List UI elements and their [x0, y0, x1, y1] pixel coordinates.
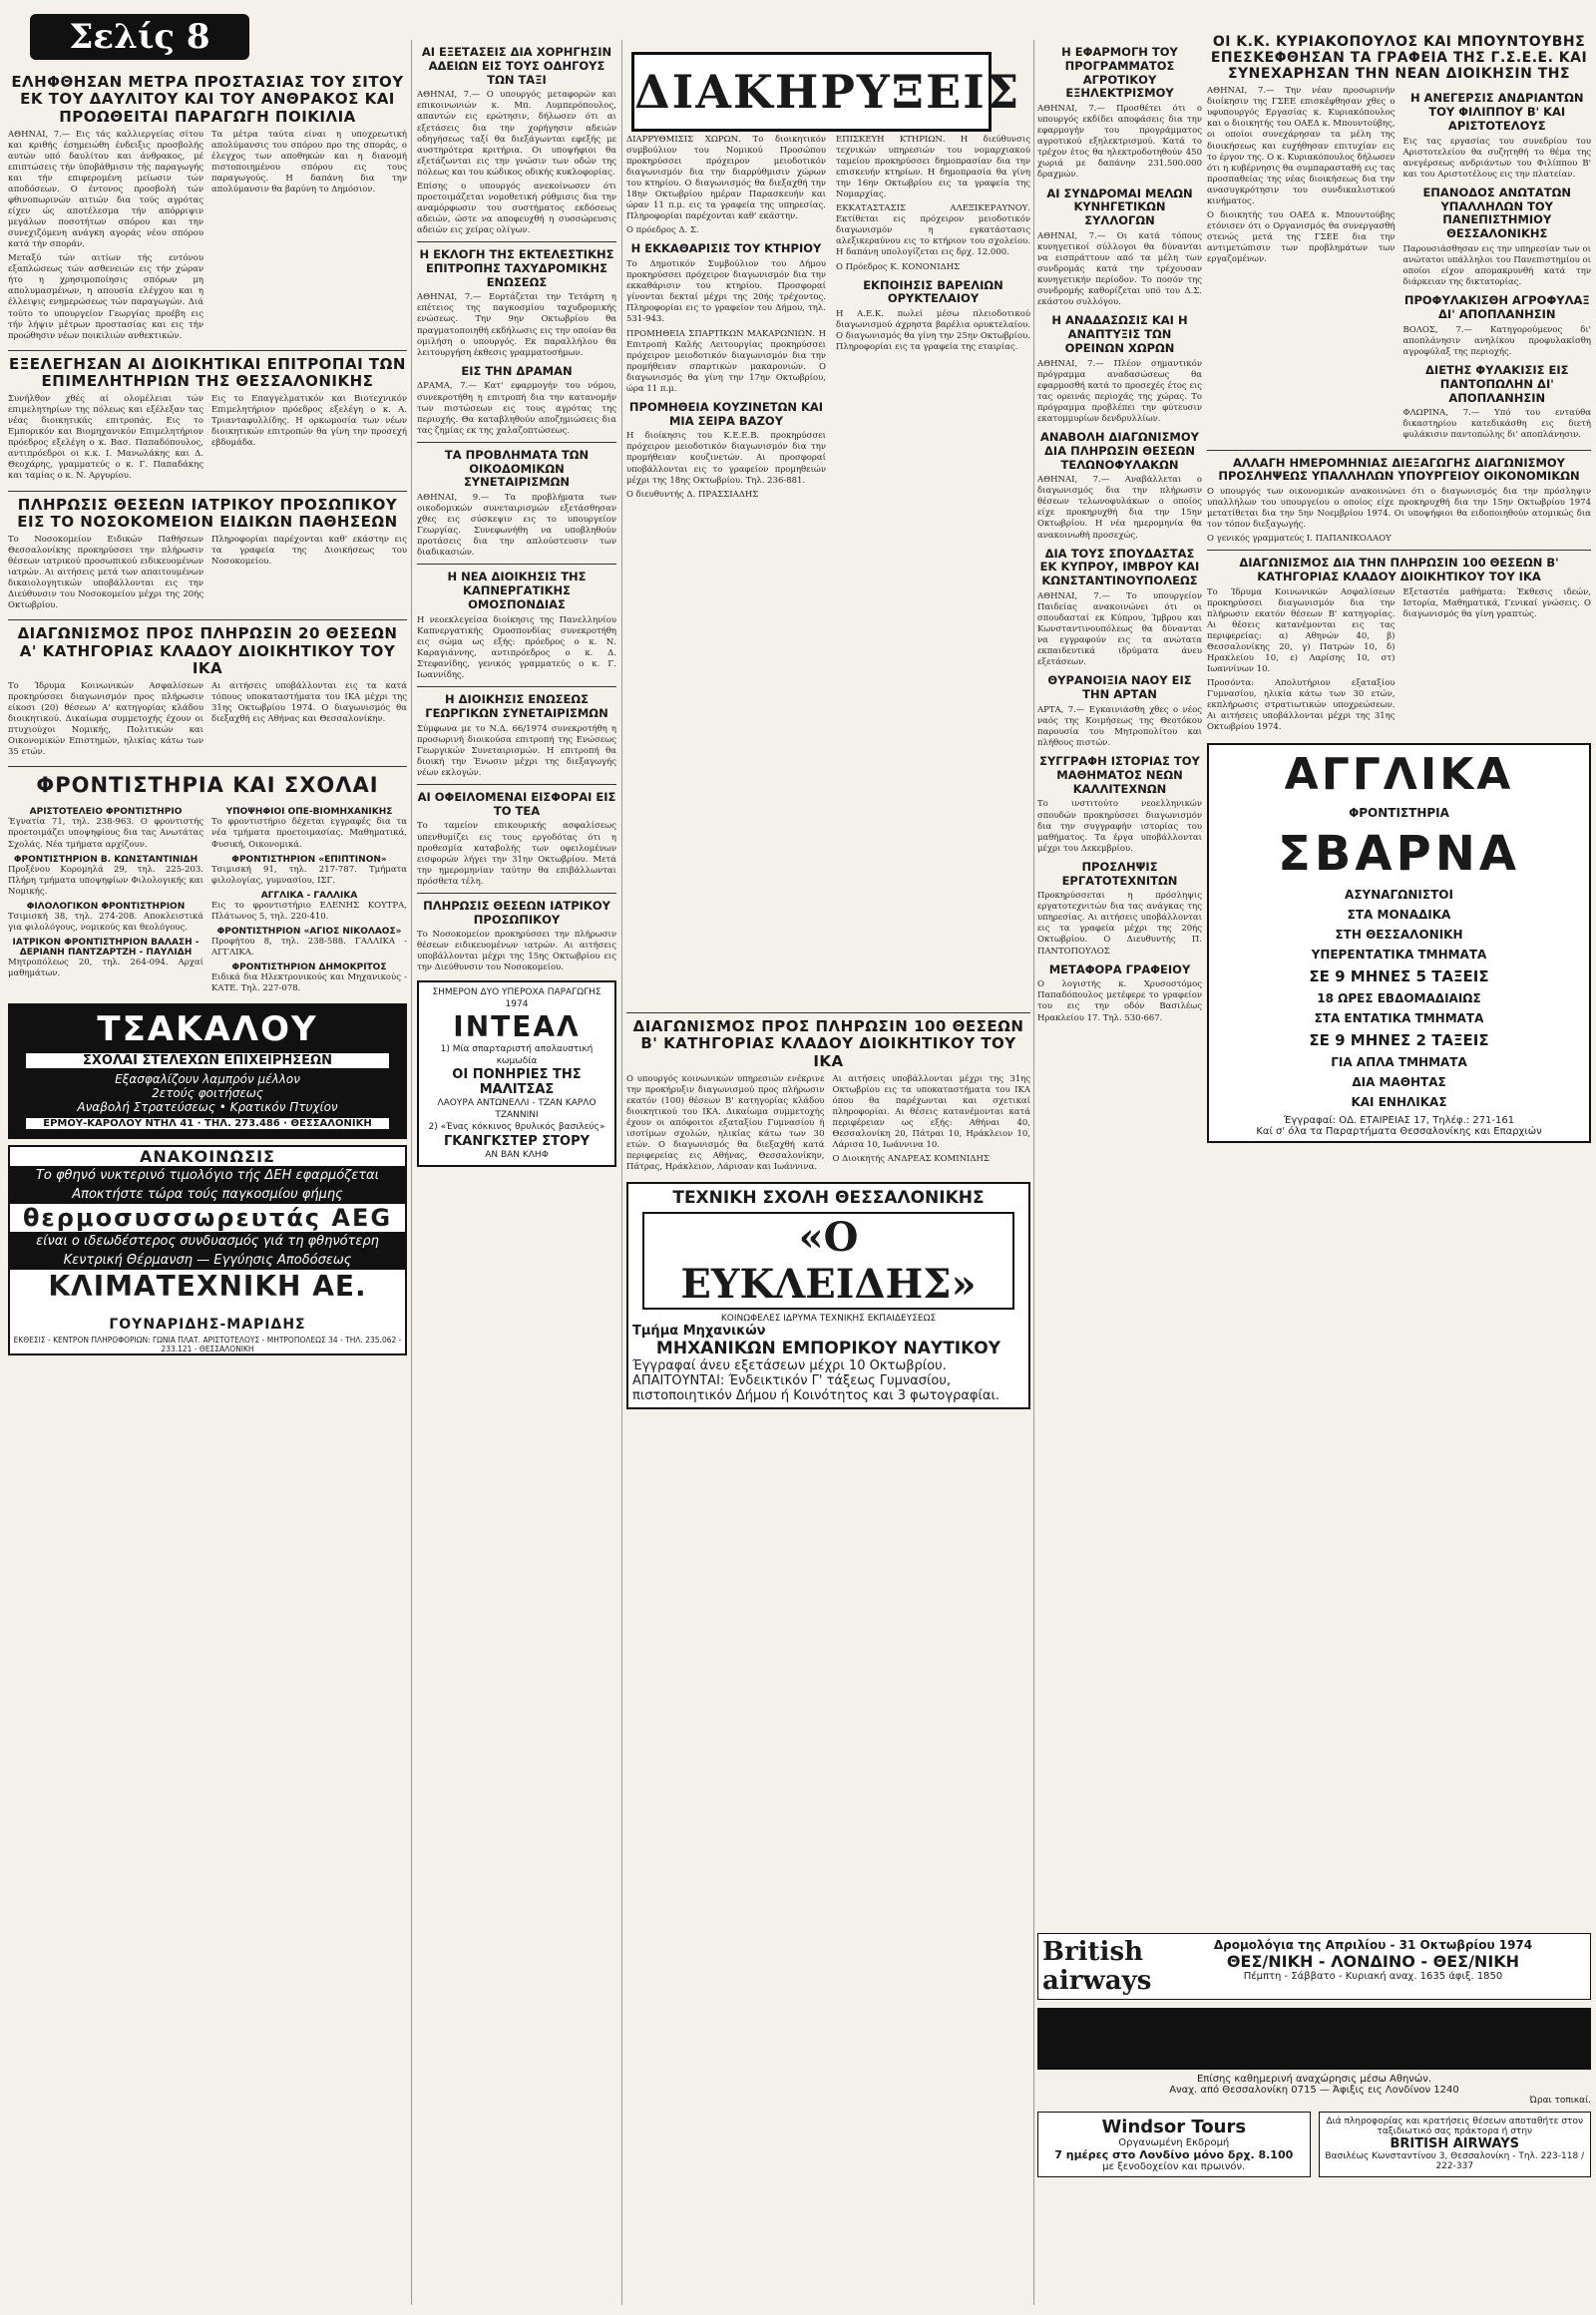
headline-field-guard: ΠΡΟΦΥΛΑΚΙΣΘΗ ΑΓΡΟΦΥΛΑΞ ΔΙ' ΑΠΟΠΛΑΝΗΣΙΝ	[1403, 293, 1590, 322]
tutoring-description: Το φροντιστήριο δέχεται εγγραφές δια τα νέα τμήματα προετοιμασίας. Μαθηματικά, Φυσική, Οικονομικά.	[211, 817, 407, 850]
article-text: Προκηρύσσεται η πρόσληψις εργατοτεχνιτών δια τας ανάγκας της υπηρεσίας. Αι αιτήσεις υποβάλλονται εις τα γραφεία μέχρι της 20ής Οκτωβρίου. Ο Διευθυντής Π. ΠΑΝΤΟΠΟΥΛΟΣ	[1037, 891, 1202, 957]
headline-hunting-clubs: ΑΙ ΣΥΝΔΡΟΜΑΙ ΜΕΛΩΝ ΚΥΝΗΓΕΤΙΚΩΝ ΣΥΛΛΟΓΩΝ	[1046, 186, 1193, 228]
column-divider	[621, 40, 622, 2305]
windsor-tours-advert	[1037, 2112, 1311, 2177]
inteal-film-title: ΓΚΑΝΓΚΣΤΕΡ ΣΤΟΡΥ	[443, 1133, 591, 1149]
tutoring-description: Προφήτου 8, τηλ. 238-588. ΓΑΛΛΙΚΑ - ΑΓΓΛΙΚΑ.	[211, 936, 407, 958]
article-text: ΠΡΟΜΗΘΕΙΑ ΣΠΑΡΤΙΚΩΝ ΜΑΚΑΡΩΝΙΩΝ. Η Επιτροπή Καλής Λειτουργίας προκηρύσσει πρόχειρον μειοδοτικόν διαγωνισμόν δια την προμήθειαν σπαρτικών μακαρονιών. Ο διαγωνισμός θα γίνη την 17ην Οκτωβρίου, ώρα 11 π.μ.	[626, 328, 826, 394]
headline-oil-barrels: ΕΚΠΟΙΗΣΙΣ ΒΑΡΕΛΙΩΝ ΟΡΥΚΤΕΛΑΙΟΥ	[863, 277, 1003, 306]
ba-note: Ώραι τοπικαί.	[1529, 2096, 1591, 2107]
inteal-line: ΑΝ ΒΑΝ ΚΛΗΦ	[485, 1149, 549, 1160]
inteal-subtitle: ΣΗΜΕΡΟΝ ΔΥΟ ΥΠΕΡΟΧΑ ΠΑΡΑΓΩΓΗΣ 1974	[432, 986, 601, 1009]
article-text: Συνήλθον χθές αί ολομέλειαι τών επιμελητηρίων της πόλεως και εξέλεξαν τας νέας διοικητικάς επιτροπάς. Εις το Εμπορικόν και Βιομηχανικόν Επιμελητήριον πρόεδρος εξελέγη ο κ. Βασ. Παπαδόπουλος, αντιπρόεδροι οι κ.κ. Ι. Μανωλάκης και Δ. Θεοχάρης, γραμματεύς ο κ. Γ. Παπαδάκης και ταμίας ο κ. Ν. Αργυρίου.	[8, 394, 203, 482]
article-text: Παρουσιάσθησαν εις την υπηρεσίαν των οι ανώτατοι υπάλληλοι του Πανεπιστημίου οι οποίοι είχον απομακρυνθή κατά την διάρκειαν της δικτατορίας.	[1402, 244, 1591, 288]
ba-contact	[1319, 2112, 1592, 2177]
headline-wheat-protection: ΕΛΗΦΘΗΣΑΝ ΜΕΤΡΑ ΠΡΟΣΤΑΣΙΑΣ ΤΟΥ ΣΙΤΟΥ ΕΚ ΤΟΥ ΔΑΥΛΙΤΟΥ ΚΑΙ ΤΟΥ ΑΝΘΡΑΚΟΣ ΚΑΙ ΠΡΟΩΘΕΙΤΑΙ ΠΑΡΑΓΩΓΗ ΠΟΙΚΙΛΙΑ	[11, 73, 404, 126]
tutoring-name: ΦΡΟΝΤΙΣΤΗΡΙΟΝ ΔΗΜΟΚΡΙΤΟΣ	[231, 962, 387, 972]
ba-times: Αναχ. από Θεσσαλονίκη 0715 — Άφιξις εις Λονδίνον 1240	[1169, 2085, 1459, 2097]
divider	[1207, 450, 1591, 451]
tsakalou-address: ΕΡΜΟΥ-ΚΑΡΟΛΟΥ ΝΤΗΛ 41 · ΤΗΛ. 273.486 · ΘΕΣΣΑΛΟΝΙΚΗ	[26, 1118, 390, 1129]
article-text: Εξεταστέα μαθήματα: Έκθεσις ιδεών, Ιστορία, Μαθηματικά, Γενικαί γνώσεις. Ο διαγωνισμός θα γίνη γραπτώς.	[1402, 586, 1591, 620]
headline-gsee-visit: ΟΙ Κ.Κ. ΚΥΡΙΑΚΟΠΟΥΛΟΣ ΚΑΙ ΜΠΟΥΝΤΟΥΒΗΣ ΕΠΕΣΚΕΦΘΗΣΑΝ ΤΑ ΓΡΑΦΕΙΑ ΤΗΣ Γ.Σ.Ε.Ε. ΚΑΙ ΣΥΝΕΧΑΡΗΣΑΝ ΤΗΝ ΝΕΑΝ ΔΙΟΙΚΗΣΙΝ ΤΗΣ	[1210, 34, 1588, 83]
column-4	[1037, 40, 1202, 1027]
article-text: Το Νοσοκομείον Ειδικών Παθήσεων Θεσσαλονίκης προκηρύσσει την πλήρωσιν θέσεων ιατρικού προσωπικού ειδικευομένων ιατρών. Αι αιτήσεις μετά των απαιτουμένων δικαιολογητικών υποβάλλονται εις την Διεύθυνσιν του Νοσοκομείου μέχρι της 20ής Οκτωβρίου.	[8, 535, 203, 611]
aeg-header: ΑΝΑΚΟΙΝΩΣΙΣ	[140, 1146, 275, 1166]
column-1	[8, 70, 407, 1361]
column-5	[1207, 30, 1591, 1149]
divider	[417, 442, 616, 443]
agglika-line: ΣΕ 9 ΜΗΝΕΣ 5 ΤΑΞΕΙΣ	[1309, 966, 1489, 985]
headline-hospital-positions: ΠΛΗΡΩΣΙΣ ΘΕΣΕΩΝ ΙΑΤΡΙΚΟΥ ΠΡΟΣΩΠΙΚΟΥ ΕΙΣ ΤΟ ΝΟΣΟΚΟΜΕΙΟΝ ΕΙΔΙΚΩΝ ΠΑΘΗΣΕΩΝ	[17, 495, 398, 531]
article-text: Σύμφωνα με το Ν.Δ. 66/1974 συνεκροτήθη η προσωρινή διοικούσα επιτροπή της Ενώσεως Γεωργικών Συνεταιρισμών. Η επιτροπή θα διοική την Ένωσιν μέχρι της διεξαγωγής νέων εκλογών.	[417, 723, 616, 778]
article-text: ΑΘΗΝΑΙ, 7.— Προσθέτει ότι ο υπουργός εκδίδει αποφάσεις δια την εφαρμογήν του προγράμματος αγροτικού εξηλεκτρισμού. Κατά το τρέχον έτος θα ηλεκτροδοτηθούν 450 χωριά με δαπάνην 231.500.000 δραχμών.	[1037, 104, 1202, 181]
headline-tobacco-federation: Η ΝΕΑ ΔΙΟΙΚΗΣΙΣ ΤΗΣ ΚΑΠΝΕΡΓΑΤΙΚΗΣ ΟΜΟΣΠΟΝΔΙΑΣ	[447, 570, 587, 611]
inteal-film-title: ΟΙ ΠΟΝΗΡΙΕΣ ΤΗΣ ΜΑΛΙΤΣΑΣ	[452, 1067, 582, 1098]
article-text: Αι αιτήσεις υποβάλλονται μέχρι της 31ης Οκτωβρίου εις τα υποκαταστήματα του ΙΚΑ όπου θα παρέχωνται και σχετικαί πληροφορίαι. Αι θέσεις κατανέμονται κατά περιφέρειαν ως εξής: Αθήναι 40, Θεσσαλονίκη 20, Πάτραι 10, Ηράκλειον 10, Λάρισα 10, Ιωάννινα 10.	[832, 1073, 1030, 1151]
article-text: Ο διοικητής του ΟΑΕΔ κ. Μπουντούβης ετόνισεν ότι ο Οργανισμός θα συνεργασθή στενώς μετά της ΓΣΕΕ δια την αντιμετώπισιν των προβλημάτων των εργαζομένων.	[1207, 209, 1396, 264]
aeg-advert	[8, 1145, 407, 1355]
column-2	[417, 40, 616, 1173]
divider	[8, 491, 407, 492]
inteal-line: 1) Μία σπαρταριστή απολαυστική κωμωδία	[440, 1043, 594, 1066]
euklidis-title: ΤΕΧΝΙΚΗ ΣΧΟΛΗ ΘΕΣΣΑΛΟΝΙΚΗΣ	[672, 1188, 985, 1209]
headline-university-staff: ΕΠΑΝΟΔΟΣ ΑΝΩΤΑΤΩΝ ΥΠΑΛΛΗΛΩΝ ΤΟΥ ΠΑΝΕΠΙΣΤΗΜΙΟΥ ΘΕΣΣΑΛΟΝΙΚΗΣ	[1422, 185, 1572, 241]
article-text: ΑΘΗΝΑΙ, 7.— Εορτάζεται την Τετάρτη η επέτειος της παγκοσμίου ταχυδρομικής ενώσεως. Την 9ην Οκτωβρίου θα πραγματοποιηθή εκδήλωσις εις την οποίαν θα ομιλήση ο υπουργός. Εκ παραλλήλου θα λειτουργήση έκθεσις γραμματοσήμων.	[417, 292, 616, 358]
headline-history-writing: ΣΥΓΓΡΑΦΗ ΙΣΤΟΡΙΑΣ ΤΟΥ ΜΑΘΗΜΑΤΟΣ ΝΕΩΝ ΚΑΛΛΙΤΕΧΝΩΝ	[1039, 754, 1200, 796]
euklidis-text: ΑΠΑΙΤΟΥΝΤΑΙ: Ένδεικτικόν Γ' τάξεως Γυμνασίου, πιστοποιητικόν Δήμου ή Κοινότητος και 3 φωτογραφίαι.	[632, 1373, 999, 1404]
tutoring-name: ΥΠΟΨΗΦΙΟΙ ΟΠΕ-ΒΙΟΜΗΧΑΝΙΚΗΣ	[225, 807, 393, 818]
headline-building-cleanup: Η ΕΚΚΑΘΑΡΙΣΙΣ ΤΟΥ ΚΤΗΡΙΟΥ	[630, 241, 822, 256]
divider	[417, 564, 616, 565]
headline-office-move: ΜΕΤΑΦΟΡΑ ΓΡΑΦΕΙΟΥ	[1048, 962, 1191, 976]
article-text: ΦΛΩΡΙΝΑ, 7.— Υπό του ενταύθα δικαστηρίου κατεδικάσθη εις διετή φυλάκισιν παντοπώλης δι' αποπλάνησιν.	[1402, 408, 1591, 441]
aeg-bar: Αποκτήστε τώρα τούς παγκοσμίου φήμης	[10, 1185, 405, 1204]
tutoring-name: ΦΡΟΝΤΙΣΤΗΡΙΟΝ Β. ΚΩΝΣΤΑΝΤΙΝΙΔΗ	[13, 854, 199, 865]
euklidis-subtitle: ΚΟΙΝΩΦΕΛΕΣ ΙΔΡΥΜΑ ΤΕΧΝΙΚΗΣ ΕΚΠΑΙΔΕΥΣΕΩΣ	[720, 1314, 937, 1325]
british-airways-advert	[1037, 1925, 1591, 2183]
ba-route-dates: Δρομολόγια της Απριλίου - 31 Οκτωβρίου 1974	[1213, 1938, 1533, 1952]
klimatechniki-brand: ΚΛΙΜΑΤΕΧΝΙΚΗ ΑΕ. ΓΟΥΝΑΡΙΔΗΣ-ΜΑΡΙΔΗΣ	[48, 1269, 367, 1333]
tutoring-description: Μητροπόλεως 20, τηλ. 264-094. Αρχαί μαθημάτων.	[8, 957, 203, 978]
article-text: Το ινστιτούτο νεοελληνικών σπουδών προκηρύσσει διαγωνισμόν δια την συγγραφήν ιστορίας του μαθήματος. Τα έργα υποβάλλονται μέχρι του Δεκεμβρίου.	[1037, 799, 1202, 854]
divider	[626, 1012, 1030, 1013]
divider	[1207, 550, 1591, 551]
agglika-line: ΣΤΑ ΕΝΤΑΤΙΚΑ ΤΜΗΜΑΤΑ	[1314, 1010, 1484, 1025]
divider	[417, 893, 616, 894]
tutoring-name: ΑΓΓΛΙΚΑ - ΓΑΛΛΙΚΑ	[260, 890, 358, 901]
aeg-brand: θερμοσυσσωρευτάς AEG	[22, 1203, 393, 1232]
column-3b	[836, 135, 1030, 356]
headline-cyprus-students: ΔΙΑ ΤΟΥΣ ΣΠΟΥΔΑΣΤΑΣ ΕΚ ΚΥΠΡΟΥ, ΙΜΒΡΟΥ ΚΑΙ ΚΩΝΣΤΑΝΤΙΝΟΥΠΟΛΕΩΣ	[1039, 546, 1200, 588]
article-text: ΕΚΚΑΤΑΣΤΑΣΙΣ ΑΛΕΞΙΚΕΡΑΥΝΟΥ. Εκτίθεται εις πρόχειρον μειοδοτικόν διαγωνισμόν η εγκατάστασις αλεξικεραύνου εις το κτήριον του σχολείου. Η δαπάνη υπολογίζεται εις δρχ. 12.000.	[836, 203, 1030, 258]
tsakalou-subtitle: ΣΧΟΛΑΙ ΣΤΕΛΕΧΩΝ ΕΠΙΧΕΙΡΗΣΕΩΝ	[26, 1053, 390, 1068]
ba-destinations: ΘΕΣ/ΝΙΚΗ - ΛΟΝΔΙΝΟ - ΘΕΣ/ΝΙΚΗ	[1226, 1952, 1520, 1971]
article-text: Ο γενικός γραμματεύς Ι. ΠΑΠΑΝΙΚΟΛΑΟΥ	[1207, 534, 1392, 545]
agglika-line: ΑΣΥΝΑΓΩΝΙΣΤΟΙ	[1345, 887, 1453, 902]
tutoring-section-title: ΦΡΟΝΤΙΣΤΗΡΙΑ ΚΑΙ ΣΧΟΛΑΙ	[36, 773, 379, 798]
euklidis-school-advert	[626, 1182, 1030, 1409]
headline-drama: ΕΙΣ ΤΗΝ ΔΡΑΜΑΝ	[461, 363, 573, 378]
airplane-image	[1037, 2008, 1591, 2070]
article-text: ΑΘΗΝΑΙ, 7.— Εις τάς καλλιεργείας σίτου και κριθής έσημειώθη ένδειξις προσβολής αυτών υπό δαυλίτου και άνθρακος, μέ επιπτώσεις τήν ύποβάθμισιν τής παραγωγής και τήν επιφερομένη μείωσιν τών αποδόσεων. Ο έντονος προσβολή τών φθινοπωρινών αιτιών δια τούς αγρότας είχεν ώς αποτέλεσμα τήν απόρριψιν μεγάλων ποσοτήτων σπόρου και την συνεχιζόμενη ανάγκη αγοράς νέου σπόρου κατά τήν σποράν.	[8, 129, 203, 250]
inteal-line: ΛΑΟΥΡΑ ΑΝΤΩΝΕΛΛΙ - ΤΖΑΝ ΚΑΡΛΟ ΤΖΑΝΝΙΝΙ	[437, 1098, 597, 1121]
divider	[417, 686, 616, 687]
ba-info: Διά πληροφορίας και κρατήσεις θέσεων αποταθήτε στον ταξιδιωτικό σας πράκτορα ή στην	[1326, 2117, 1583, 2137]
aeg-bar: είναι ο ιδεωδέστερος συνδυασμός γιά τη φθηνότερη	[10, 1232, 405, 1251]
tutoring-name: ΦΡΟΝΤΙΣΤΗΡΙΟΝ «ΑΓΙΟΣ ΝΙΚΟΛΑΟΣ»	[216, 926, 402, 937]
svarna-brand: ΣΒΑΡΝΑ	[1277, 825, 1521, 882]
aeg-bar: Κεντρική Θέρμανση — Εγγύησις Αποδόσεως	[10, 1251, 405, 1270]
divider	[8, 350, 407, 351]
windsor-line: Οργανωμένη Εκδρομή	[1118, 2137, 1230, 2149]
article-text: ΑΘΗΝΑΙ, 7.— Πλέον σημαντικόν πρόγραμμα αναδασώσεως θα εφαρμοσθή κατά το προσεχές έτος εις τας ορεινάς περιοχάς της χώρας. Το πρόγραμμα προβλέπει την φύτευσιν εκατομμυρίων δενδρυλλίων.	[1037, 358, 1202, 424]
agglika-line: ΣΕ 9 ΜΗΝΕΣ 2 ΤΑΞΕΙΣ	[1309, 1030, 1489, 1049]
headline-reforestation: Η ΑΝΑΔΑΣΩΣΙΣ ΚΑΙ Η ΑΝΑΠΤΥΞΙΣ ΤΩΝ ΟΡΕΙΝΩΝ ΧΩΡΩΝ	[1051, 313, 1188, 355]
article-text: Εις το Επαγγελματικόν και Βιοτεχνικόν Επιμελητήριον πρόεδρος εξελέγη ο κ. Α. Τριανταφυλλίδης. Η ορκωμοσία των νέων διοικητικών επιτροπών θα γίνη την προσεχή εβδομάδα.	[211, 394, 407, 449]
agglika-address: Καί σ' όλα τα Παραρτήματα Θεσσαλονίκης και Επαρχιών	[1256, 1125, 1542, 1137]
article-text: Πληροφορίαι παρέχονται καθ' εκάστην εις τα γραφεία της Διοικήσεως του Νοσοκομείου.	[211, 535, 407, 568]
article-text: Ο υπουργός των οικονομικών ανακοινώνει ότι ο διαγωνισμός δια την πρόσληψιν υπαλλήλων του υπουργείου ο οποίος είχε προκηρυχθή δια την 15ην Οκτωβρίου 1974 μετατίθεται δια την 5ην Νοεμβρίου 1974. Οι υποψήφιοι θα ειδοποιηθούν ατομικώς δια τον τόπον διεξαγωγής.	[1207, 487, 1591, 531]
euklidis-brand: «Ο ΕΥΚΛΕΙΔΗΣ»	[642, 1212, 1014, 1310]
tutoring-listings	[8, 803, 407, 997]
article-text: Μεταξύ τών αιτίων τής εντόνου εξαπλώσεως τών ασθενειών εις τήν χώραν ήτο η χρησιμοποίησις σπόρων μη απολυμασμένων, η απουσία ελέγχου και η έλλειψις ενημερώσεως τών παραγωγών. Διά τούτο το υπουργείον Γεωργίας προέβη εις τήν λήψιν μέτρων προστασίας και εις τήν προώθησιν νέων ποικιλιών ανθεκτικών.	[8, 253, 203, 341]
euklidis-text: Έγγραφαί άνευ εξετάσεων μέχρι 10 Οκτωβρίου.	[632, 1358, 947, 1374]
article-text: Ο πρόεδρος Δ. Σ.	[626, 225, 699, 236]
ba-daily: Επίσης καθημερινή αναχώρησις μέσω Αθηνών.	[1196, 2074, 1432, 2086]
divider	[417, 784, 616, 785]
headline-ika-100-positions: ΔΙΑΓΩΝΙΣΜΟΣ ΠΡΟΣ ΠΛΗΡΩΣΙΝ 100 ΘΕΣΕΩΝ Β' ΚΑΤΗΓΟΡΙΑΣ ΚΛΑΔΟΥ ΔΙΟΙΚΗΤΙΚΟΥ ΤΟΥ ΙΚΑ	[632, 1017, 1024, 1070]
article-text: Το Ίδρυμα Κοινωνικών Ασφαλίσεων προκηρύσσει διαγωνισμόν δια την πλήρωσιν εκατόν θέσεων Β' κατηγορίας. Αι θέσεις κατανέμονται εις τας περιφερείας: α) Αθηνών 40, β) Θεσσαλονίκης 20, γ) Πατρών 10, δ) Ηρακλείου 10, ε) Λαρίσης 10, στ) Ιωαννίνων 10.	[1207, 586, 1396, 675]
article-text: ΑΘΗΝΑΙ, 7.— Ο υπουργός μεταφορών και επικοινωνιών κ. Μπ. Λυμπερόπουλος, απαντών εις ερώτησιν, δήλωσεν ότι αι εξετάσεις δια την χορήγησιν αδειών οδηγήσεως ταξί θα διεξάγωνται εφεξής με αυστηρότερα κριτήρια. Οι υποψήφιοι θα εξετάζωνται εις την γνώσιν των οδών της πόλεως και του κώδικος οδικής κυκλοφορίας.	[417, 90, 616, 178]
inteal-brand: ΙΝΤΕΑΛ	[453, 1009, 581, 1043]
article-text: Ο υπουργός κοινωνικών υπηρεσιών ενέκρινε την προκήρυξιν διαγωνισμού προς πλήρωσιν εκατόν (100) θέσεων Β' κατηγορίας κλάδου διοικητικού του ΙΚΑ. Δικαίωμα συμμετοχής έχουν οι απόφοιτοι εξαταξίου Γυμνασίου ή ισοτίμων σχολών, ηλικίας κάτω των 30 ετών. Ο διαγωνισμός θα διεξαχθή κατά περιφερείας εις Αθήνας, Θεσσαλονίκην, Πάτρας, Ηράκλειον, Λάρισαν και Ιωάννινα.	[626, 1073, 825, 1173]
windsor-line: με ξενοδοχείον και πρωινόν.	[1102, 2161, 1246, 2173]
article-text: Ο λογιστής κ. Χρυσοστόμος Παπαδόπουλος μετέφερε το γραφείον του εις την οδόν Βασιλέως Ηρακλείου 17. Τηλ. 530-667.	[1037, 979, 1202, 1023]
tutoring-name: ΙΑΤΡΙΚΟΝ ΦΡΟΝΤΙΣΤΗΡΙΟΝ ΒΑΛΑΣΗ - ΔΕΡΙΑΝΗ ΠΑΝΤΖΑΡΤΖΗ - ΠΑΥΛΙΔΗ	[12, 937, 200, 958]
article-text: Επίσης ο υπουργός ανεκοίνωσεν ότι προετοιμάζεται νομοθετική ρύθμισις δια την αναμόρφωσιν του συστήματος εκδόσεως αδειών, ώστε να αποφευχθή η συσσώρευσις αδειών εις χείρας ολίγων.	[417, 181, 616, 235]
agglika-line: ΚΑΙ ΕΝΗΛΙΚΑΣ	[1351, 1094, 1447, 1109]
article-text: Η διοίκησις του Κ.Ε.Ε.Β. προκηρύσσει πρόχειρον μειοδοτικόν διαγωνισμόν δια την προμήθειαν κουζινετών. Αι προσφοραί υποβάλλονται εις το γραφείον προμηθειών μέχρι της 18ης Οκτωβρίου. Τηλ. 236-881.	[626, 431, 826, 486]
page-masthead: Σελίς 8	[30, 14, 249, 60]
inteal-cinema-advert	[417, 980, 616, 1167]
column-divider	[411, 40, 412, 2305]
article-text: Το Ίδρυμα Κοινωνικών Ασφαλίσεων προκηρύσσει διαγωνισμόν προς πλήρωσιν είκοσι (20) θέσεων Α' κατηγορίας κλάδου διοικητικού. Δικαίωμα συμμετοχής έχουν οι πτυχιούχοι Νομικής, Πολιτικών και Οικονομικών Επιστημών, ηλικίας κάτω των 35 ετών.	[8, 681, 203, 758]
ba-days: Πέμπτη - Σάββατο - Κυριακή αναχ. 1635 άφιξ. 1850	[1243, 1971, 1503, 1982]
article-text: ΑΘΗΝΑΙ, 7.— Το υπουργείον Παιδείας ανακοινώνει ότι οι σπουδασταί εκ Κύπρου, Ίμβρου και Κωνσταντινουπόλεως θα δύνανται να εγγραφούν εις τα ανώτατα εκπαιδευτικά ιδρύματα άνευ εξετάσεων.	[1037, 590, 1202, 668]
tutoring-name: ΦΙΛΟΛΟΓΙΚΟΝ ΦΡΟΝΤΙΣΤΗΡΙΟΝ	[26, 901, 186, 912]
article-text: Το Δημοτικόν Συμβούλιον του Δήμου προκηρύσσει πρόχειρον διαγωνισμόν δια την εκκαθάρισιν του κτηρίου. Προσφοραί γίνονται δεκταί μέχρι της 20ής τρέχοντος. Πληροφορίαι εις το γραφείον του Δήμου, τηλ. 531-943.	[626, 259, 826, 325]
article-text: Εις τας εργασίας του συνεδρίου του Αριστοτελείου θα συζητηθή το θέμα της ανεγέρσεως ανδριάντων του Φιλίππου Β' και του Αριστοτέλους εις την πλατείαν.	[1402, 136, 1591, 180]
headline-customs-exam: ΑΝΑΒΟΛΗ ΔΙΑΓΩΝΙΣΜΟΥ ΔΙΑ ΠΛΗΡΩΣΙΝ ΘΕΣΕΩΝ ΤΕΛΩΝΟΦΥΛΑΚΩΝ	[1040, 429, 1199, 472]
british-airways-logo: British airways	[1042, 1937, 1152, 1996]
ika-100-positions-article	[626, 1007, 1030, 1415]
article-text: ΒΟΛΟΣ, 7.— Κατηγορούμενος δι' αποπλάνησιν ανηλίκου προφυλακίσθη αγροφύλαξ της περιοχής.	[1402, 324, 1591, 357]
column-divider	[1033, 40, 1034, 2305]
tsakalou-line: 2ετούς φοιτήσεως	[152, 1085, 263, 1100]
article-text: ΔΙΑΡΡΥΘΜΙΣΙΣ ΧΩΡΩΝ. Το διοικητικόν συμβούλιον του Νομικού Προσώπου προκηρύσσει πρόχειρον μειοδοτικόν διαγωνισμόν δια την διαρρύθμισιν χώρων του κτηρίου. Ο διαγωνισμός θα διεξαχθή την 18ην Οκτωβρίου ημέραν Παρασκευήν και ώραν 11 π.μ. εις τα γραφεία της υπηρεσίας. Πληροφορίαι παρέχονται καθ' εκάστην.	[626, 135, 826, 222]
article-text: Τα μέτρα ταύτα είναι η υποχρεωτική απολύμανσις του σπόρου προ της σποράς, ο έλεγχος των αποθηκών και η διανομή πιστοποιημένου σπόρου εις τους παραγωγούς. Η δαπάνη δια την απολύμανσιν θα βαρύνη το Δημόσιον.	[211, 129, 407, 194]
article-text: Ο Διοικητής ΑΝΔΡΕΑΣ ΚΟΜΙΝΙΔΗΣ	[832, 1154, 990, 1165]
agglika-line: ΣΤΗ ΘΕΣΣΑΛΟΝΙΚΗ	[1335, 927, 1463, 942]
column-3	[626, 135, 826, 504]
divider	[417, 241, 616, 242]
aeg-bar: Το φθηνό νυκτερινό τιμολόγιο τής ΔΕΗ εφαρμόζεται	[10, 1166, 405, 1185]
article-text: Η Α.Ε.Κ. πωλεί μέσω πλειοδοτικού διαγωνισμού άχρηστα βαρέλια ορυκτελαίου. Ο διαγωνισμός θα γίνη την 25ην Οκτωβρίου. Πληροφορίαι εις τα γραφεία της εταιρίας.	[836, 309, 1030, 353]
headline-tea-contributions: ΑΙ ΟΦΕΙΛΟΜΕΝΑΙ ΕΙΣΦΟΡΑΙ ΕΙΣ ΤΟ ΤΕΑ	[417, 789, 616, 818]
headline-arta-church: ΘΥΡΑΝΟΙΞΙΑ ΝΑΟΥ ΕΙΣ ΤΗΝ ΑΡΤΑΝ	[1047, 673, 1192, 702]
ba-info: BRITISH AIRWAYS	[1390, 2136, 1519, 2152]
headline-statues: Η ΑΝΕΓΕΡΣΙΣ ΑΝΔΡΙΑΝΤΩΝ ΤΟΥ ΦΙΛΙΠΠΟΥ Β' ΚΑΙ ΑΡΙΣΤΟΤΕΛΟΥΣ	[1409, 91, 1584, 133]
article-text: ΔΡΑΜΑ, 7.— Κατ' εφαρμογήν του νόμου, συνεκροτήθη η επιτροπή δια την κατανομήν των πιστώσεων εις τους αγρότας της περιοχής. Θα καταβληθούν αποζημιώσεις δια τας ζημίας εκ της χαλαζοπτώσεως.	[417, 381, 616, 436]
agglika-line: ΥΠΕΡΕΝΤΑΤΙΚΑ ΤΜΗΜΑΤΑ	[1311, 947, 1487, 962]
headline-grocer-sentence: ΔΙΕΤΗΣ ΦΥΛΑΚΙΣΙΣ ΕΙΣ ΠΑΝΤΟΠΩΛΗΝ ΔΙ' ΑΠΟΠΛΑΝΗΣΙΝ	[1425, 362, 1569, 405]
agglika-address: Έγγραφαί: ΟΔ. ΕΤΑΙΡΕΙΑΣ 17, Τηλέφ.: 271-161	[1283, 1114, 1515, 1126]
divider	[8, 766, 407, 767]
svarna-english-advert	[1207, 743, 1591, 1143]
tsakalou-advert	[8, 1003, 407, 1139]
headline-chamber-committees: ΕΞΕΛΕΓΗΣΑΝ ΑΙ ΔΙΟΙΚΗΤΙΚΑΙ ΕΠΙΤΡΟΠΑΙ ΤΩΝ ΕΠΙΜΕΛΗΤΗΡΙΩΝ ΤΗΣ ΘΕΣΣΑΛΟΝΙΚΗΣ	[9, 354, 406, 390]
article-text: Ο Πρόεδρος Κ. ΚΟΝΟΝΙΔΗΣ	[836, 261, 961, 272]
tutoring-description: Προξένου Κορομηλά 29, τηλ. 225-203. Πλήρη τμήματα υποψηφίων Φιλολογικής και Νομικής.	[8, 864, 203, 897]
headline-building-coops: ΤΑ ΠΡΟΒΛΗΜΑΤΑ ΤΩΝ ΟΙΚΟΔΟΜΙΚΩΝ ΣΥΝΕΤΑΙΡΙΣΜΩΝ	[444, 447, 590, 490]
agglika-line: ΔΙΑ ΜΑΘΗΤΑΣ	[1352, 1074, 1446, 1089]
tutoring-description: Έγνατία 71, τηλ. 238-963. Ο φροντιστής προετοιμάζει υποψηφίους δια τας Ανωτάτας Σχολάς. Νέα τμήματα αρχίζουν.	[8, 817, 203, 850]
windsor-line: 7 ημέρες στο Λονδίνο μόνο δρχ. 8.100	[1054, 2148, 1294, 2162]
tutoring-name: ΦΡΟΝΤΙΣΤΗΡΙΟΝ «ΕΠΙΠΤΙΝΟΝ»	[231, 854, 387, 865]
euklidis-program: ΜΗΧΑΝΙΚΩΝ ΕΜΠΟΡΙΚΟΥ ΝΑΥΤΙΚΟΥ	[655, 1339, 1001, 1359]
euklidis-dept: Τμήμα Μηχανικών	[632, 1324, 766, 1340]
agglika-line: 18 ΩΡΕΣ ΕΒΔΟΜΑΔΙΑΙΩΣ	[1317, 990, 1481, 1005]
headline-medical-staff: ΠΛΗΡΩΣΙΣ ΘΕΣΕΩΝ ΙΑΤΡΙΚΟΥ ΠΡΟΣΩΠΙΚΟΥ	[423, 898, 610, 927]
headline-exam-date-change: ΑΛΛΑΓΗ ΗΜΕΡΟΜΗΝΙΑΣ ΔΙΕΞΑΓΩΓΗΣ ΔΙΑΓΩΝΙΣΜΟΥ ΠΡΟΣΛΗΨΕΩΣ ΥΠΑΛΛΗΛΩΝ ΥΠΟΥΡΓΕΙΟΥ ΟΙΚΟΝΟΜΙΚΩΝ	[1218, 455, 1580, 484]
article-text: Ο διευθυντής Δ. ΠΡΑΣΣΙΑΔΗΣ	[626, 489, 759, 500]
announcements-title: ΔΙΑΚΗΡΥΞΕΙΣ	[631, 52, 992, 132]
divider	[8, 619, 407, 620]
tutoring-description: Εις το φροντιστήριο ΕΛΕΝΗΣ ΚΟΥΤΡΑ, Πλάτωνος 5, τηλ. 220-410.	[211, 900, 407, 922]
agglika-line: ΓΙΑ ΑΠΛΑ ΤΜΗΜΑΤΑ	[1331, 1054, 1467, 1069]
article-text: ΑΘΗΝΑΙ, 7.— Αναβάλλεται ο διαγωνισμός δια την πλήρωσιν θέσεων τελωνοφυλάκων ο οποίος είχε προκηρυχθή δια την 15ην Οκτωβρίου. Η νέα ημερομηνία θα ανακοινωθή προσεχώς.	[1037, 475, 1202, 541]
tsakalou-brand: ΤΣΑΚΑΛΟΥ	[97, 1008, 318, 1049]
windsor-title: Windsor Tours	[1101, 2117, 1247, 2138]
agglika-line: ΦΡΟΝΤΙΣΤΗΡΙΑ	[1349, 805, 1449, 820]
headline-taxi-licenses: ΑΙ ΕΞΕΤΑΣΕΙΣ ΔΙΑ ΧΟΡΗΓΗΣΙΝ ΑΔΕΙΩΝ ΕΙΣ ΤΟΥΣ ΟΔΗΓΟΥΣ ΤΩΝ ΤΑΞΙ	[421, 45, 612, 87]
aeg-address: ΕΚΘΕΣΙΣ - ΚΕΝΤΡΟΝ ΠΛΗΡΟΦΟΡΙΩΝ: ΓΩΝΙΑ ΠΛΑΤ. ΑΡΙΣΤΟΤΕΛΟΥΣ - ΜΗΤΡΟΠΟΛΕΩΣ 34 - ΤΗΛ. 235.062 - 233.121 - ΘΕΣΣΑΛΟΝΙΚΗ	[13, 1335, 402, 1353]
headline-kitchens-supply: ΠΡΟΜΗΘΕΙΑ ΚΟΥΖΙΝΕΤΩΝ ΚΑΙ ΜΙΑ ΣΕΙΡΑ ΒΑΖΟΥ	[628, 399, 824, 428]
article-text: Το Νοσοκομείον προκηρύσσει την πλήρωσιν θέσεων ειδικευομένων ιατρών. Αι αιτήσεις υποβάλλονται μέχρι της 15ης Οκτωβρίου εις την Διεύθυνσιν του Νοσοκομείου.	[417, 930, 616, 973]
tutoring-description: Ειδικά δια Ηλεκτρονικούς και Μηχανικούς - ΚΑΤΕ. Τηλ. 227-078.	[211, 971, 407, 993]
article-text: ΑΘΗΝΑΙ, 7.— Οι κατά τόπους κυνηγετικοί σύλλογοι θα δύνανται να εισπράττουν από τα μέλη των συνδρομάς κατά την τρέχουσαν κυνηγετικήν περίοδον. Το ποσόν της συνδρομής καθορίζεται υπό του Δ.Σ. εκάστου συλλόγου.	[1037, 230, 1202, 308]
tsakalou-line: Εξασφαλίζουν λαμπρόν μέλλον	[115, 1071, 300, 1086]
ba-info: Βασιλέως Κωνσταντίνου 3, Θεσσαλονίκη - Τηλ. 223-118 / 222-337	[1325, 2151, 1585, 2172]
tutoring-name: ΑΡΙΣΤΟΤΕΛΕΙΟ ΦΡΟΝΤΙΣΤΗΡΙΟ	[29, 807, 183, 818]
headline-ika-20-positions: ΔΙΑΓΩΝΙΣΜΟΣ ΠΡΟΣ ΠΛΗΡΩΣΙΝ 20 ΘΕΣΕΩΝ Α' ΚΑΤΗΓΟΡΙΑΣ ΚΛΑΔΟΥ ΔΙΟΙΚΗΤΙΚΟΥ ΤΟΥ ΙΚΑ	[17, 624, 398, 677]
article-text: ΕΠΙΣΚΕΥΗ ΚΤΗΡΙΩΝ. Η διεύθυνσις τεχνικών υπηρεσιών του νομαρχιακού ταμείου προκηρύσσει δημοπρασίαν δια την επισκευήν κτηρίων. Η δημοπρασία θα γίνη την 16ην Οκτωβρίου εις τα γραφεία της Νομαρχίας.	[836, 135, 1030, 200]
headline-worker-hiring: ΠΡΟΣΛΗΨΙΣ ΕΡΓΑΤΟΤΕΧΝΙΤΩΝ	[1061, 859, 1178, 888]
tutoring-description: Τσιμισκή 38, τηλ. 274-208. Αποκλειστικά για φιλολόγους, νομικούς και θεολόγους.	[8, 911, 203, 933]
tsakalou-line: Αναβολή Στρατεύσεως • Κρατικόν Πτυχίον	[77, 1099, 338, 1114]
agglika-line: ΣΤΑ ΜΟΝΑΔΙΚΑ	[1347, 907, 1451, 922]
article-text: Αι αιτήσεις υποβάλλονται εις τα κατά τόπους υποκαταστήματα του ΙΚΑ μέχρι της 31ης Οκτωβρίου 1974. Ο διαγωνισμός θα διεξαχθή εις Αθήνας και Θεσσαλονίκην.	[211, 681, 407, 725]
article-text: Η νεοεκλεγείσα διοίκησις της Πανελληνίου Καπνεργατικής Ομοσπονδίας συνεκροτήθη εις σώμα ως εξής: πρόεδρος ο κ. Ν. Καραγιάννης, αντιπρόεδρος ο κ. Δ. Στεφανίδης, γενικός γραμματεύς ο κ. Γ. Ιωαννίδης.	[417, 614, 616, 680]
headline-postal-union: Η ΕΚΛΟΓΗ ΤΗΣ ΕΚΤΕΛΕΣΤΙΚΗΣ ΕΠΙΤΡΟΠΗΣ ΤΑΧΥΔΡΟΜΙΚΗΣ ΕΝΩΣΕΩΣ	[419, 247, 614, 289]
article-text: ΑΘΗΝΑΙ, 9.— Τα προβλήματα των οικοδομικών συνεταιρισμών εξετάσθησαν χθες εις σύσκεψιν εις το υπουργείον Γεωργίας. Συνεφωνήθη να υποβληθούν προτάσεις δια την απλούστευσιν των διαδικασιών.	[417, 493, 616, 559]
headline-rural-electrification: Η ΕΦΑΡΜΟΓΗ ΤΟΥ ΠΡΟΓΡΑΜΜΑΤΟΣ ΑΓΡΟΤΙΚΟΥ ΕΞΗΛΕΚΤΡΙΣΜΟΥ	[1061, 45, 1178, 101]
article-text: Προσόντα: Απολυτήριον εξαταξίου Γυμνασίου, ηλικία κάτω των 30 ετών, εκπλήρωσις στρατιωτικών υποχρεώσεων. Αι αιτήσεις υποβάλλονται μέχρι της 31ης Οκτωβρίου 1974.	[1207, 678, 1396, 733]
inteal-line: 2) «Ένας κόκκινος θρυλικός βασιλεύς»	[428, 1122, 605, 1133]
article-text: ΑΡΤΑ, 7.— Εγκαινιάσθη χθες ο νέος ναός της Κοιμήσεως της Θεοτόκου παρουσία του Μητροπολίτου και πλήθους πιστών.	[1037, 704, 1202, 749]
article-text: ΑΘΗΝΑΙ, 7.— Την νέαν προσωρινήν διοίκησιν της ΓΣΕΕ επισκέφθησαν χθες ο υφυπουργός Εργασίας κ. Κυριακόπουλος και ο διοικητής του ΟΑΕΔ κ. Μπουντούβης, οι οποίοι συνεχάρησαν τα μέλη της διοικήσεως και ευχήθησαν επιτυχίαν εις το έργον της. Ο κ. Κυριακόπουλος δήλωσεν ότι η κυβέρνησις θα συμπαρασταθή εις τας προσπαθείας της νέας διοικήσεως δια την ανασυγκρότησιν του συνδικαλιστικού κινήματος.	[1207, 86, 1396, 206]
headline-ika-100-b: ΔΙΑΓΩΝΙΣΜΟΣ ΔΙΑ ΤΗΝ ΠΛΗΡΩΣΙΝ 100 ΘΕΣΕΩΝ Β' ΚΑΤΗΓΟΡΙΑΣ ΚΛΑΔΟΥ ΔΙΟΙΚΗΤΙΚΟΥ ΤΟΥ ΙΚΑ	[1239, 556, 1559, 584]
tutoring-description: Τσιμισκή 91, τηλ. 217-787. Τμήματα φιλολογίας, γυμνασίου, ΙΣΓ.	[211, 864, 407, 886]
article-text: Το ταμείον επικουρικής ασφαλίσεως υπενθυμίζει εις τους εργοδότας ότι η προθεσμία καταβολής των οφειλομένων εισφορών λήγει την 31ην Οκτωβρίου. Μετά την ημερομηνίαν ταύτην θα επιβάλλωνται πρόσθετα τέλη.	[417, 821, 616, 887]
agglika-title: ΑΓΓΛΙΚΑ	[1284, 748, 1514, 800]
headline-agri-coops: Η ΔΙΟΙΚΗΣΙΣ ΕΝΩΣΕΩΣ ΓΕΩΡΓΙΚΩΝ ΣΥΝΕΤΑΙΡΙΣΜΩΝ	[425, 692, 608, 720]
